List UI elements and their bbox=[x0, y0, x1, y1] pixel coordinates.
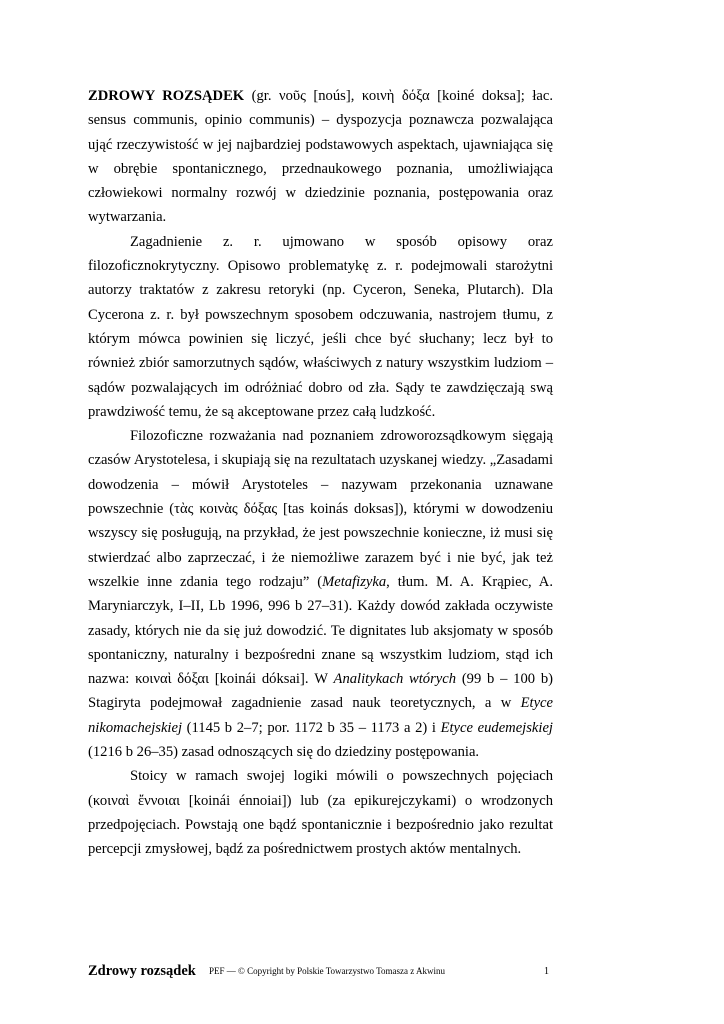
paragraph-descriptive-approach bbox=[88, 230, 553, 424]
text-run: (99 b – 100 b) Stagiryta podejmował zagadnienie zasad nauk teoretycznych, a w bbox=[88, 671, 553, 712]
text-run: Filozoficzne rozważania nad poznaniem zdroworozsądkowym sięgają czasów Arystotelesa, i skupiają się na rezultatach uzyskanej wiedzy. „Zasadami dowodzenia – mówił Arystoteles – nazywam przekonania uznawane powszechnie (τὰς κοινὰς δόξας [tas koinás doksas]), którymi w dowodzeniu wszyscy się posługują, na przykład, że jest powszechnie konieczne, iż musi się stwierdzać albo zaprzeczać, i że niemożliwe zarazem być i nie być, jak też wszelkie inne zdania tego rodzaju” ( bbox=[88, 428, 553, 590]
footer-title: Zdrowy rozsądek bbox=[88, 963, 196, 979]
work-title: Etyce eudemejskiej bbox=[440, 719, 553, 736]
page-footer bbox=[88, 963, 553, 983]
paragraph-stoics bbox=[88, 764, 553, 861]
work-title: Metafizyka bbox=[322, 573, 387, 590]
text-run: Stoicy w ramach swojej logiki mówili o powszechnych pojęciach (κοιναὶ ἔννοιαι [koinái énnoiai]) lub (za epikurejczykami) o wrodzonych przedpojęciach. Powstają one bądź spontanicznie i bezpośrednio jako rezultat percepcji zmysłowej, bądź za pośrednictwem prostych aktów mentalnych. bbox=[88, 768, 553, 858]
page-number: 1 bbox=[544, 966, 549, 977]
text-run: , tłum. M. A. Krąpiec, A. Maryniarczyk, I–II, Lb 1996, 996 b 27–31). Każdy dowód zakłada oczywiste zasady, których nie da się już dowodzić. Te dignitates lub aksjomaty w sposób spontaniczny, naturalny i bezpośredni znane są wszystkim ludziom, stąd ich nazwa: κοιναὶ δόξαι [koinái dóksai]. W bbox=[88, 573, 553, 688]
text-run: (1145 b 2–7; por. 1172 b 35 – 1173 a 2) i bbox=[182, 719, 441, 736]
paragraph-aristotle bbox=[88, 424, 553, 764]
work-title: Analitykach wtórych bbox=[333, 671, 457, 688]
text-run: (1216 b 26–35) zasad odnoszących się do dziedziny postępowania. bbox=[88, 744, 480, 761]
footer-copyright: PEF — © Copyright by Polskie Towarzystwo Tomasza z Akwinu bbox=[209, 966, 445, 976]
text-run: Zagadnienie z. r. ujmowano w sposób opisowy oraz filozoficznokrytyczny. Opisowo problematykę z. r. podejmowali starożytni autorzy traktatów z zakresu retoryki (np. Cyceron, Seneka, Plutarch). Dla Cycerona z. r. był powszechnym sposobem odczuwania, nastrojem tłumu, z którym mówca powinien się liczyć, jeśli chce być słuchany; lecz był to również zbiór samorzutnych sądów, właściwych z natury wszystkim ludziom – sądów pozwalających im odróżniać dobro od zła. Sądy te zawdzięczają swą prawdziwość temu, że są akceptowane przez całą ludzkość. bbox=[88, 233, 553, 420]
entry-headword: ZDROWY ROZSĄDEK bbox=[88, 88, 245, 104]
article-body bbox=[88, 84, 553, 862]
text-run: (gr. νοῦς [noús], κοινὴ δόξα [koiné doksa]; łac. sensus communis, opinio communis) – dyspozycja poznawcza pozwalająca ująć rzeczywistość w jej najbardziej podstawowych aspektach, ujawniająca się w obrębie spontanicznego, przednaukowego poznania, umożliwiająca człowiekowi normalny rozwój w dziedzinie poznania, postępowania oraz wytwarzania. bbox=[88, 88, 553, 226]
entry-definition-paragraph bbox=[88, 84, 553, 230]
work-title: Etyce nikomachejskiej bbox=[88, 695, 553, 736]
